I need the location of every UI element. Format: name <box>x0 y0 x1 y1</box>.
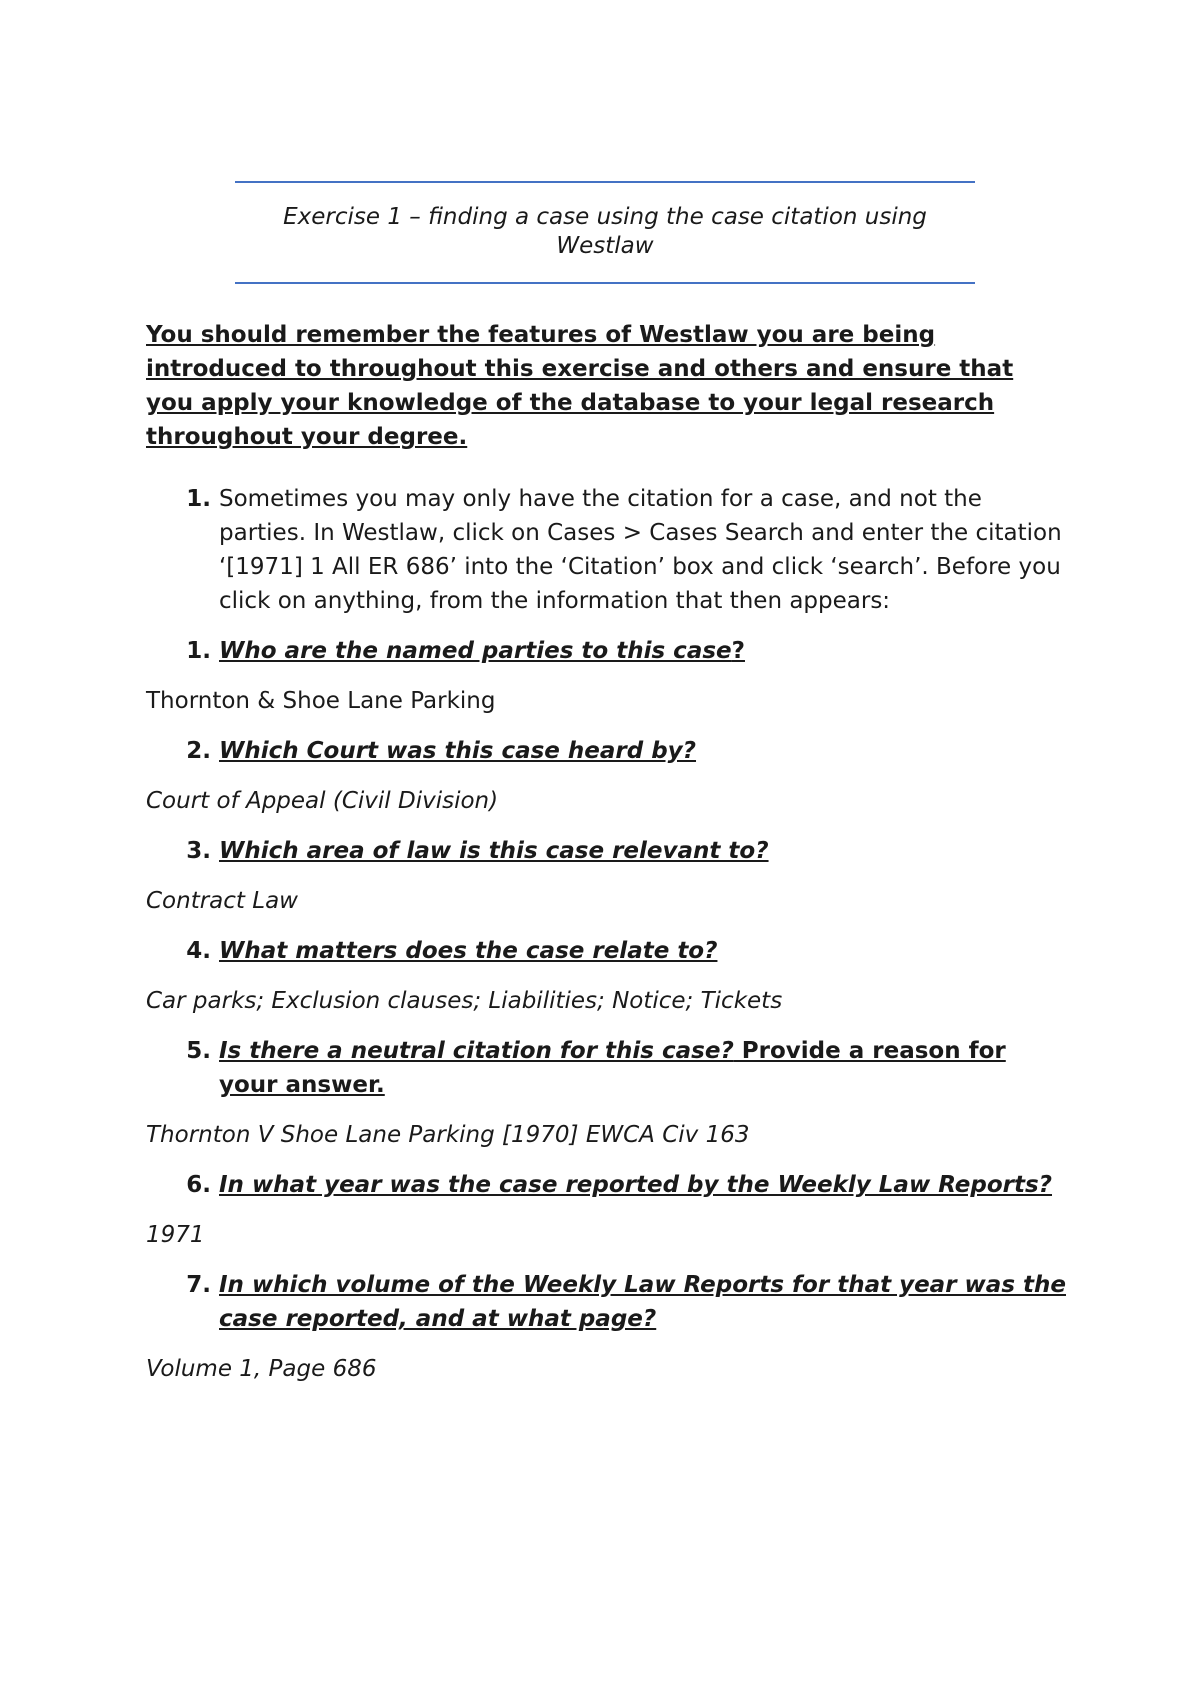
answer-text: Thornton V Shoe Lane Parking [1970] EWCA Civ 163 <box>146 1122 750 1148</box>
title-top-rule <box>235 181 975 183</box>
document-body <box>146 318 1066 1386</box>
answer-text: Court of Appeal (Civil Division) <box>146 788 499 814</box>
question-item <box>146 1268 1066 1336</box>
question-number: 4. <box>186 938 211 964</box>
exercise-title <box>235 203 975 261</box>
answer-text: Volume 1, Page 686 <box>146 1356 377 1382</box>
question-number: 7. <box>186 1272 211 1298</box>
instruction-text: Sometimes you may only have the citation for a case, and not the parties. In Westlaw, click on Cases > Cases Search and enter the citation ‘[1971] 1 All ER 686’ into the ‘Citation’ box and click ‘search’. Before you click on anything, from the information that then appears: <box>219 486 1062 614</box>
question-text: In which volume of the Weekly Law Reports for that year was the case reported, and at what page? <box>219 1272 1066 1332</box>
question-number: 1. <box>186 638 211 664</box>
answer-text: 1971 <box>146 1222 205 1248</box>
question-item <box>146 934 1066 968</box>
title-bottom-rule <box>235 282 975 284</box>
intro-paragraph: You should remember the features of Westlaw you are being introduced to throughout this exercise and others and ensure that you apply your knowledge of the database to your legal research throughout your degree. <box>146 322 1014 450</box>
answer-text: Car parks; Exclusion clauses; Liabilities; Notice; Tickets <box>146 988 783 1014</box>
question-item <box>146 834 1066 868</box>
question-text: In what year was the case reported by the Weekly Law Reports? <box>219 1172 1052 1198</box>
question-number: 6. <box>186 1172 211 1198</box>
question-text: Is there a neutral citation for this case? Provide a reason for your answer. <box>219 1038 1006 1098</box>
exercise-title-line1: Exercise 1 – finding a case using the case citation using <box>283 204 927 230</box>
answer-text: Thornton & Shoe Lane Parking <box>146 688 496 714</box>
question-item <box>146 1034 1066 1102</box>
question-number: 3. <box>186 838 211 864</box>
answer-text: Contract Law <box>146 888 298 914</box>
question-number: 5. <box>186 1038 211 1064</box>
exercise-title-line2: Westlaw <box>556 233 654 259</box>
question-text: Who are the named parties to this case? <box>219 638 745 664</box>
question-text: What matters does the case relate to? <box>219 938 718 964</box>
question-item <box>146 634 1066 668</box>
instruction-item <box>146 482 1066 618</box>
question-text: Which area of law is this case relevant to? <box>219 838 769 864</box>
question-item <box>146 1168 1066 1202</box>
question-number: 2. <box>186 738 211 764</box>
question-item <box>146 734 1066 768</box>
question-text: Which Court was this case heard by? <box>219 738 697 764</box>
instruction-number: 1. <box>186 486 211 512</box>
